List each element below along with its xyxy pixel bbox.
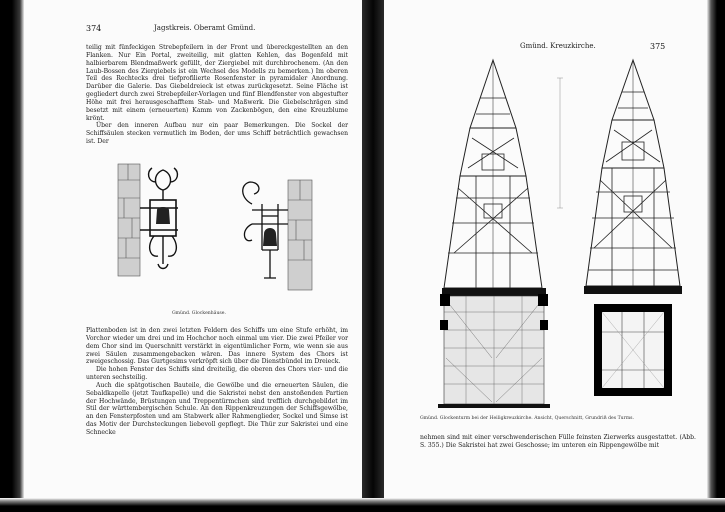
left-page-number: 374 bbox=[86, 24, 102, 33]
paragraph: Die hohen Fenster des Schiffs sind dreiteilig, die oberen des Chors vier- und die unteren sechsteilig. bbox=[86, 366, 348, 382]
paragraph: Plattenboden ist in den zwei letzten Feldern des Schiffs um eine Stufe erhöht, im Vorchor wieder um drei und im Hochchor noch einmal um vier. Die zwei Pfeiler vor dem Chor sind im Querschnitt verstärkt in eigentümlicher Form, wie wenn sie aus zwei Säulen zusammengebacken wären. Das innere System des Chors ist zweigeschossig. Das Gurtgesims verkröpft sich über die Dienstbündel im Dreieck. bbox=[86, 327, 348, 366]
wall-right bbox=[288, 180, 312, 290]
paragraph: Auch die spätgotischen Bauteile, die Gewölbe und die erneuerten Säulen, die Sebaldkapelle (jetzt Taufkapelle) und die Sakristei nebst den anstoßenden Partien der Hochwände, Brüstungen und Treppentürmchen sind trefflich durchgebildet im Stil der württembergischen Schule. An den Rippenkreuzungen der Schiffsgewölbe, an den Fensterpfosten und am Stabwerk aller Rahmenglieder, Sockel und Simse ist das Motiv der Durchsteckungen liebevoll gepflegt. Die Thür zur Sakristei und eine Schnecke bbox=[86, 381, 348, 436]
wall-left bbox=[118, 164, 140, 276]
section-eave-band bbox=[584, 286, 682, 294]
paragraph: nehmen sind mit einer verschwenderischen Fülle feinsten Zierwerks ausgestattet. (Abb. S. 355.) Die Sakristei hat zwei Geschosse; im unteren ein Rippengewölbe mit bbox=[420, 434, 696, 449]
bell-left bbox=[156, 207, 170, 224]
left-page bbox=[24, 0, 362, 498]
tower-section bbox=[586, 60, 680, 288]
right-text bbox=[420, 434, 696, 450]
tower-plan bbox=[594, 304, 672, 396]
left-text-top bbox=[86, 44, 348, 146]
bell-tower-figure bbox=[436, 58, 698, 416]
tower-eave-band bbox=[442, 288, 546, 296]
bell-tower-drawing bbox=[436, 58, 698, 416]
scan-edge-right bbox=[707, 0, 725, 512]
scan-edge-left bbox=[0, 0, 24, 512]
left-text-bottom bbox=[86, 327, 348, 437]
bell-right bbox=[263, 228, 277, 246]
scan-edge-bottom bbox=[0, 498, 725, 512]
left-figure-caption: Gmünd. Glockenhäuse. bbox=[172, 311, 226, 316]
paragraph: Über den inneren Aufbau nur ein paar Bemerkungen. Die Sockel der Schiffsäulen stecken vermutlich im Boden, der ums Schiff beträchtlich gewachsen ist. Der bbox=[86, 122, 348, 146]
bell-holders-illustration bbox=[112, 160, 317, 300]
right-figure-caption: Gmünd. Glockenturm bei der Heiligkreuzkirche. Ansicht, Querschnitt, Grundriß des Turms. bbox=[420, 416, 634, 421]
book-spine bbox=[362, 0, 384, 512]
right-page-number: 375 bbox=[650, 42, 666, 51]
bell-holder-right bbox=[243, 182, 288, 278]
bell-holders-figure bbox=[112, 160, 317, 300]
left-running-head: Jagstkreis. Oberamt Gmünd. bbox=[154, 24, 256, 32]
paragraph: teilig mit fünfeckigen Strebepfeilern in der Front und übereckgestellten an den Flanken. Nur Ein Portal, zweiteilig, mit glatten Kehlen, das Bogenfeld mit halbierbarem Blendmaßwerk gefüllt, der Ziergiebel mit durchbrochenem. (An den Laub-Bossen des Ziergiebels ist ein Wechsel des Modells zu bemerken.) Im oberen Teil des Rechtecks drei tiefprofilierte Rosenfenster in pyramidaler Anordnung. Darüber die Galerie. Das Giebeldreieck ist etwas zurückgesetzt. Seine Fläche ist gegliedert durch zwei Strebepfeiler-Vorlagen und fünf Blendfenster von abgestufter Höhe mit frei herausgeschafftem Stab- und Maßwerk. Die Giebelschrägen sind besetzt mit einem (erneuerten) Kamm von Zackenbögen, den eine Kreuzblume krönt. bbox=[86, 44, 348, 122]
right-running-head: Gmünd. Kreuzkirche. bbox=[520, 42, 596, 50]
right-page bbox=[384, 0, 707, 498]
tower-ground-line bbox=[438, 404, 550, 408]
tower-elevation bbox=[444, 60, 542, 288]
